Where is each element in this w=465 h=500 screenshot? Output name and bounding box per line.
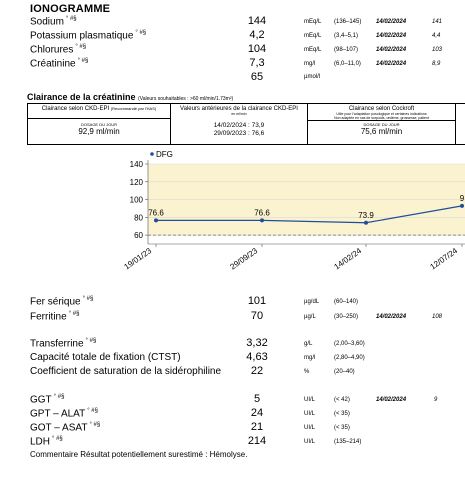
result-value: 7,3 (249, 57, 265, 69)
accreditation-marks: ° #§ (87, 408, 98, 414)
result-name: GOT – ASAT ° #§ (30, 422, 101, 434)
previous-value: 108 (432, 314, 443, 320)
result-name: Potassium plasmatique ° #§ (30, 30, 147, 42)
ckd-epi-head-text: Clairance selon CKD-EPI (41, 106, 110, 112)
cockroft-note-2: Non adaptée en cas de surpoids, œdème, grossesse, patient (334, 116, 429, 120)
y-tick-label: 60 (134, 231, 143, 241)
previous-date: 14/02/2024 (376, 314, 407, 320)
result-name: Chlorures ° #§ (30, 44, 87, 56)
result-name: Sodium ° #§ (30, 16, 77, 28)
result-ref-range: (60–140) (334, 299, 359, 305)
result-value: 5 (253, 393, 261, 405)
clairance-title-text: Clairance de la créatinine (27, 92, 136, 102)
dfg-data-point (460, 204, 464, 208)
cockroft-note-1: Utile pour l'adaptation posologique et certaines indications (336, 112, 427, 116)
cockroft-header (308, 104, 455, 120)
result-ref-range: (6,0–11,0) (334, 61, 361, 67)
accreditation-marks: ° #§ (53, 394, 65, 400)
dfg-data-point (364, 221, 368, 225)
creatinine-umol-value: 65 (250, 71, 264, 83)
previous-date: 14/02/2024 (376, 19, 407, 25)
accreditation-marks: ° #§ (135, 30, 147, 36)
previous-value: 9 (434, 397, 438, 403)
result-unit: mEq/L (304, 19, 322, 25)
x-tick-label: 19/01/23 (122, 246, 154, 272)
result-unit: mEq/L (304, 47, 322, 53)
ckd-epi-caption: DOSAGE DU JOUR (80, 122, 117, 127)
accreditation-marks: ° #§ (82, 296, 94, 302)
result-unit: mg/l (304, 61, 316, 67)
section-title-ionogramme: IONOGRAMME (30, 3, 111, 15)
cockroft-head-text: Clairance selon Cockroft (348, 106, 415, 112)
x-tick-label: 12/07/24 (428, 246, 460, 272)
result-value: 21 (250, 421, 264, 433)
result-value: 144 (247, 15, 267, 27)
clairance-table (27, 103, 465, 145)
result-ref-range: (< 35) (334, 425, 350, 431)
creatinine-umol-unit: µmol/l (304, 74, 321, 80)
previous-value: 103 (432, 47, 443, 53)
y-tick-label: 120 (129, 177, 143, 187)
result-value: 4,63 (246, 351, 268, 363)
result-unit: UI/L (304, 425, 316, 431)
clairance-title-note: (Valeurs souhaitables : >60 ml/min/1.73m²) (138, 96, 234, 102)
result-ref-range: (136–145) (334, 19, 362, 25)
accreditation-marks: ° #§ (89, 422, 101, 428)
y-tick-label: 80 (134, 213, 143, 223)
result-name: Créatinine ° #§ (30, 58, 89, 70)
accreditation-marks: ° #§ (77, 58, 89, 64)
previous-date: 14/02/2024 (376, 33, 407, 39)
result-name: Coefficient de saturation de la sidérophiline (30, 366, 222, 377)
result-name: GGT ° #§ (30, 394, 65, 406)
dfg-point-label: 76.6 (254, 208, 270, 218)
accreditation-marks: ° #§ (75, 44, 87, 50)
result-ref-range: (3,4–5,1) (334, 33, 359, 39)
previous-date: 14/02/2024 (376, 47, 407, 53)
result-ref-range: (30–250) (334, 314, 359, 320)
result-unit: µg/L (304, 314, 316, 320)
result-unit: UI/L (304, 411, 316, 417)
result-value: 104 (247, 43, 267, 55)
dfg-point-label: 9 (459, 193, 465, 203)
ckd-epi-head-note: (Recommandé par l'HAS) (110, 106, 157, 111)
result-unit: mEq/L (304, 33, 322, 39)
result-ref-range: (< 35) (334, 411, 350, 417)
result-unit: mg/l (304, 355, 316, 361)
anterieures-header (171, 104, 307, 116)
previous-value: 8,9 (432, 61, 441, 67)
result-name: Fer sérique ° #§ (30, 296, 94, 308)
ckd-epi-value: 92,9 ml/min (78, 127, 120, 136)
anterieures-line-1: 14/02/2024 : 73,9 (213, 122, 265, 129)
result-name: Capacité totale de fixation (CTST) (30, 352, 181, 363)
hemolyse-comment: Commentaire Résultat potentiellement surestimé : Hémolyse. (30, 450, 248, 459)
dfg-chart (0, 146, 465, 296)
dfg-point-label: 76.6 (148, 208, 164, 218)
anterieures-head-text: Valeurs antérieures de la clairance CKD-EPI (180, 106, 298, 112)
result-ref-range: (2,80–4,90) (334, 355, 365, 361)
result-name: GPT – ALAT ° #§ (30, 408, 98, 420)
cockroft-value: 75,6 ml/min (360, 127, 403, 136)
previous-value: 141 (432, 19, 443, 25)
legend-marker (150, 152, 154, 156)
result-name: LDH ° #§ (30, 436, 63, 448)
result-unit: µg/dL (304, 299, 320, 305)
result-value: 101 (247, 295, 267, 307)
previous-date: 14/02/2024 (376, 61, 407, 67)
accreditation-marks: ° #§ (65, 16, 77, 22)
result-ref-range: (135–214) (334, 439, 362, 445)
result-ref-range: (20–40) (334, 369, 355, 375)
anterieures-line-2: 29/09/2023 : 76,6 (213, 130, 265, 137)
dfg-data-point (154, 218, 158, 222)
accreditation-marks: ° #§ (68, 311, 80, 317)
result-ref-range: (98–107) (334, 47, 359, 53)
result-value: 214 (247, 435, 267, 447)
previous-date: 14/02/2024 (376, 397, 407, 403)
result-unit: UI/L (304, 439, 316, 445)
result-value: 24 (250, 407, 264, 419)
result-value: 22 (250, 365, 264, 377)
result-unit: % (304, 369, 310, 375)
clairance-anterieures-cell (171, 104, 308, 144)
result-value: 70 (250, 310, 264, 322)
result-ref-range: (< 42) (334, 397, 350, 403)
result-unit: g/L (304, 341, 313, 347)
result-ref-range: (2,00–3,60) (334, 341, 365, 347)
y-tick-label: 100 (129, 195, 143, 205)
result-unit: UI/L (304, 397, 316, 403)
accreditation-marks: ° #§ (52, 436, 63, 442)
dfg-point-label: 73.9 (358, 210, 374, 220)
result-value: 3,32 (246, 337, 268, 349)
result-name: Ferritine ° #§ (30, 311, 80, 323)
anterieures-head-note: en ml/min (231, 112, 247, 116)
dfg-data-point (260, 218, 264, 222)
ckd-epi-header (28, 104, 170, 112)
clairance-ckd-epi-cell (28, 104, 171, 144)
clairance-cockroft-cell (308, 104, 456, 144)
previous-value: 4,4 (432, 33, 441, 39)
cockroft-caption: DOSAGE DU JOUR (308, 120, 455, 127)
result-value: 4,2 (249, 29, 265, 41)
accreditation-marks: ° #§ (85, 338, 97, 344)
y-tick-label: 140 (129, 160, 143, 169)
result-name: Transferrine ° #§ (30, 338, 97, 350)
legend-label: DFG (156, 150, 173, 159)
x-tick-label: 29/09/23 (228, 246, 260, 272)
x-tick-label: 14/02/24 (332, 246, 364, 272)
clairance-title (27, 92, 233, 102)
